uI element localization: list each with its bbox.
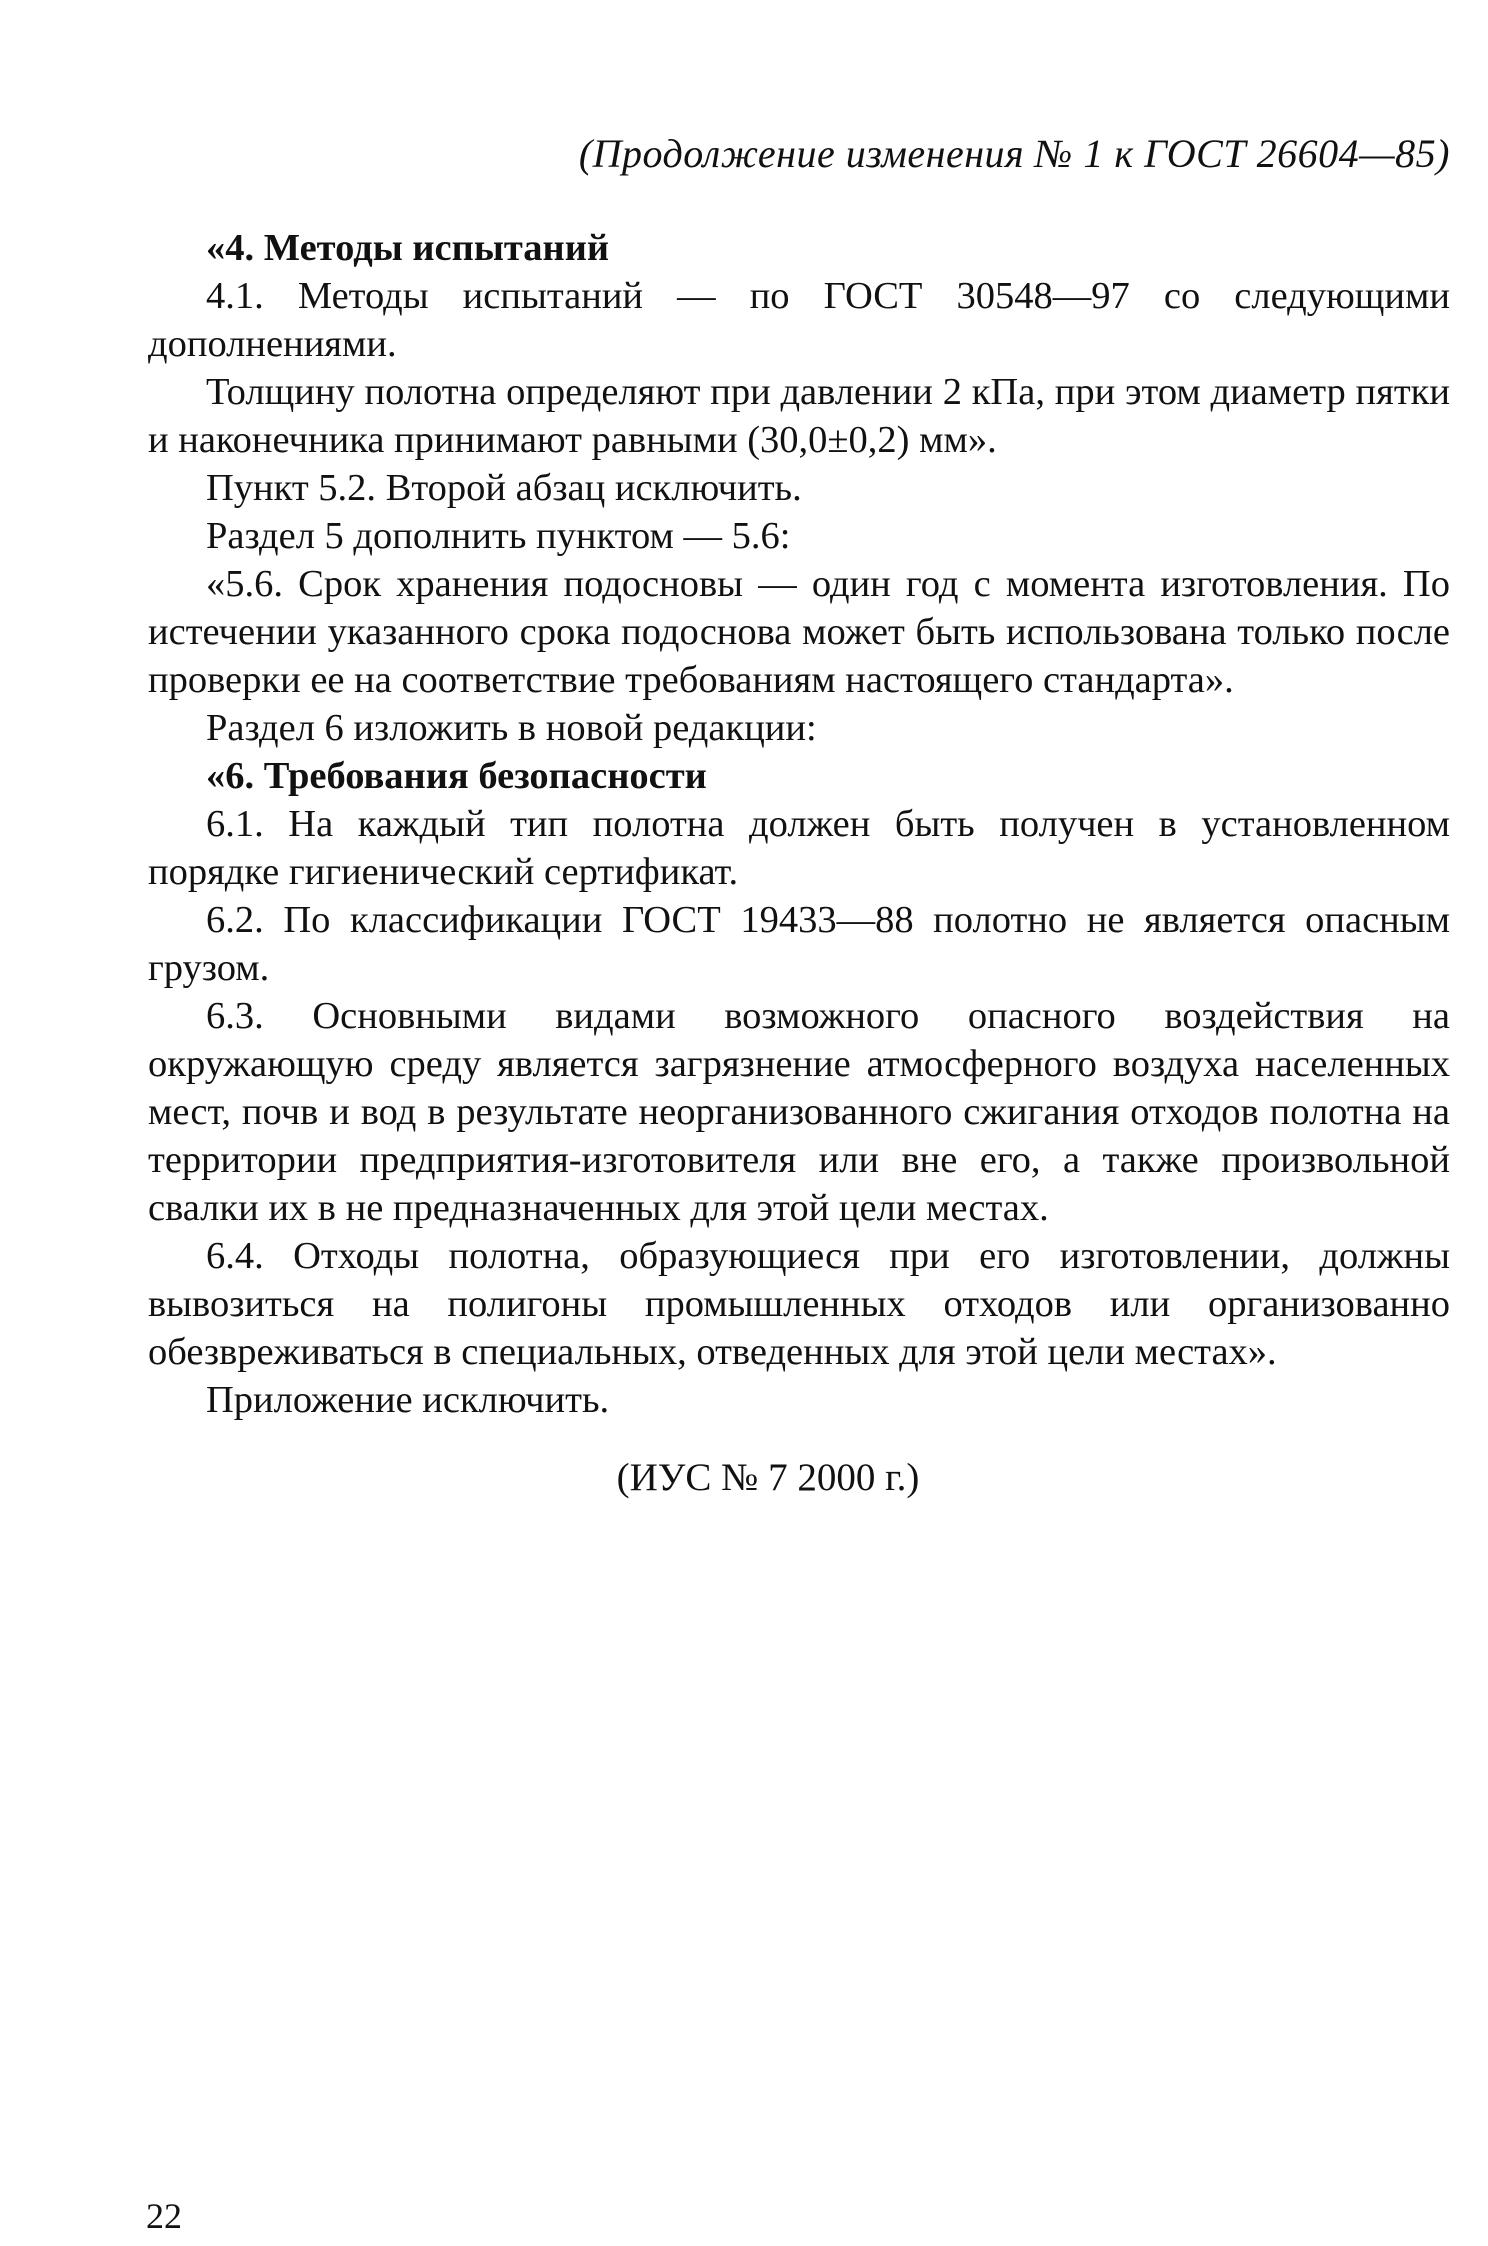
paragraph-6-1: 6.1. На каждый тип полотна должен быть получен в установленном порядке гигиенический сертификат. bbox=[148, 803, 1450, 893]
source-note: (ИУС № 7 2000 г.) bbox=[616, 1456, 920, 1499]
document-body bbox=[148, 224, 1450, 1424]
section-heading-methods: «4. Методы испытаний bbox=[206, 227, 610, 269]
paragraph-4-1: 4.1. Методы испытаний — по ГОСТ 30548—97 со следующими дополнениями. bbox=[148, 275, 1450, 365]
paragraph-6-4: 6.4. Отходы полотна, образующиеся при его изготовлении, должны вывозиться на полигоны промышленных отходов или организованно обезвреживаться в специальных, отведенных для этой цели местах». bbox=[148, 1235, 1450, 1373]
paragraph-6-2: 6.2. По классификации ГОСТ 19433—88 полотно не является опасным грузом. bbox=[148, 899, 1450, 989]
paragraph-section-5-add: Раздел 5 дополнить пунктом — 5.6: bbox=[206, 515, 791, 557]
paragraph-section-6-new: Раздел 6 изложить в новой редакции: bbox=[206, 707, 817, 749]
paragraph-5-6: «5.6. Срок хранения подосновы — один год с момента изготовления. По истечении указанного срока подоснова может быть использована только после проверки ее на соответствие требованиям настоящего стандарта». bbox=[148, 563, 1450, 701]
paragraph-6-3: 6.3. Основными видами возможного опасного воздействия на окружающую среду является загрязнение атмосферного воздуха населенных мест, почв и вод в результате неорганизованного сжигания отходов полотна на территории предприятия-изготовителя или вне его, а также произвольной свалки их в не предназначенных для этой цели местах. bbox=[148, 995, 1450, 1229]
paragraph-thickness: Толщину полотна определяют при давлении 2 кПа, при этом диаметр пятки и наконечника принимают равными (30,0±0,2) мм». bbox=[148, 371, 1450, 461]
paragraph-item-5-2: Пункт 5.2. Второй абзац исключить. bbox=[206, 467, 802, 509]
page-header: (Продолжение изменения № 1 к ГОСТ 26604—85) bbox=[578, 131, 1450, 176]
page-number: 22 bbox=[146, 2196, 182, 2236]
paragraph-appendix: Приложение исключить. bbox=[206, 1379, 610, 1421]
section-heading-safety: «6. Требования безопасности bbox=[206, 755, 707, 797]
